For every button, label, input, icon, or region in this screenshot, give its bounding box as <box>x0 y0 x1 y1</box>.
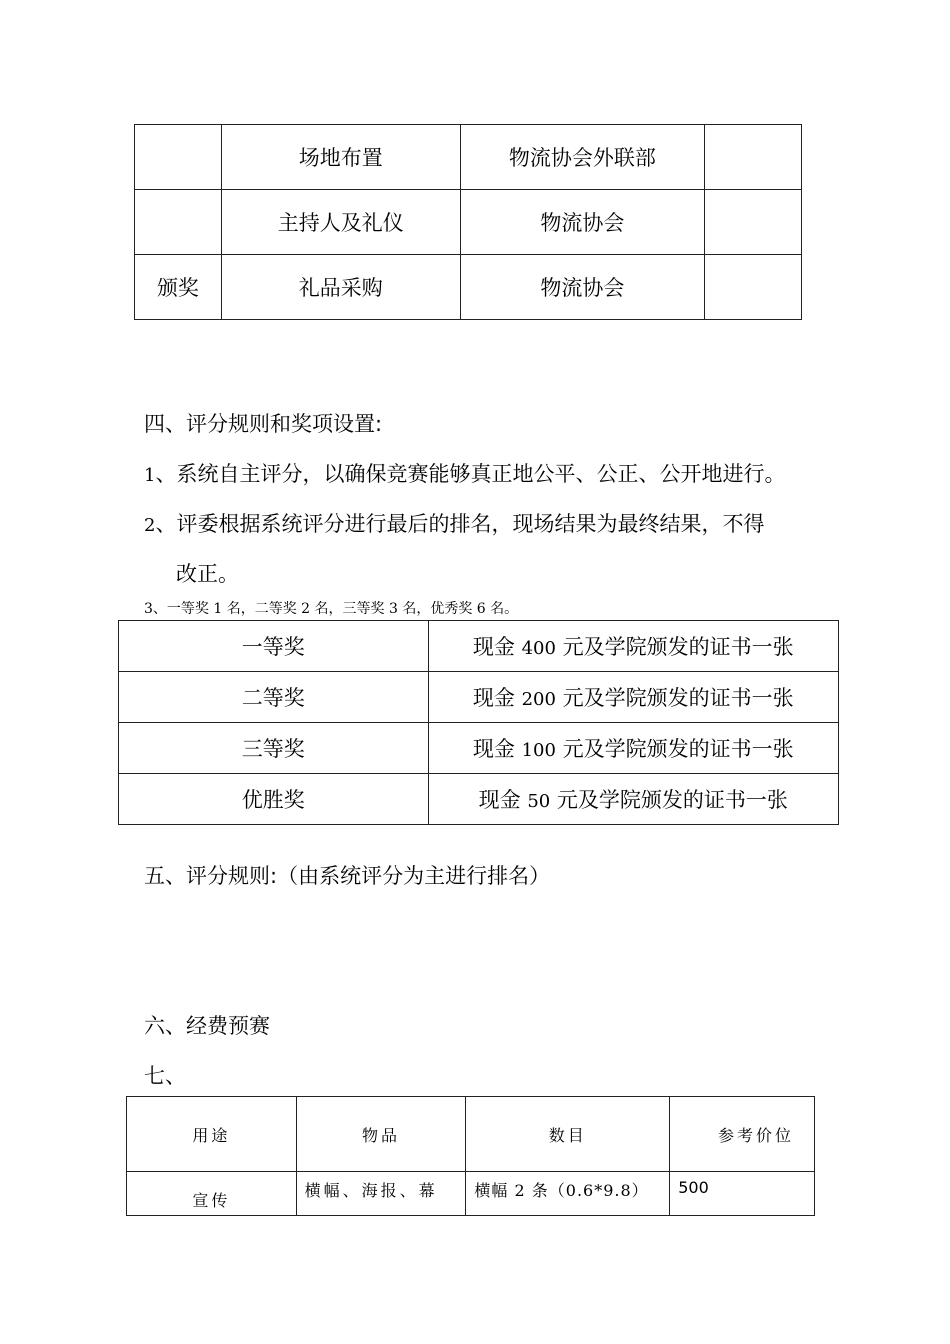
section-4-heading: 四、评分规则和奖项设置: <box>144 412 383 436</box>
table-cell <box>135 190 222 255</box>
table-cell: 主持人及礼仪 <box>221 190 460 255</box>
section-5-heading: 五、评分规则:（由系统评分为主进行排名） <box>144 864 551 888</box>
table-row <box>135 190 802 255</box>
prize-name: 优胜奖 <box>119 774 429 825</box>
table-cell: 横幅 2 条（0.6*9.8） <box>466 1172 670 1216</box>
table-header-row <box>127 1097 815 1172</box>
staff-table <box>134 124 802 320</box>
table-row <box>119 621 839 672</box>
section-7-heading: 七、 <box>144 1064 186 1088</box>
section-6-heading: 六、经费预赛 <box>144 1014 270 1038</box>
table-cell: 宣传 <box>127 1172 297 1216</box>
prize-reward: 现金 50 元及学院颁发的证书一张 <box>428 774 838 825</box>
table-cell: 物流协会 <box>460 255 705 320</box>
prize-name: 二等奖 <box>119 672 429 723</box>
prize-reward: 现金 400 元及学院颁发的证书一张 <box>428 621 838 672</box>
column-header: 参考价位 <box>670 1097 815 1172</box>
column-header: 物品 <box>296 1097 466 1172</box>
table-cell <box>705 190 802 255</box>
table-row <box>135 255 802 320</box>
table-row <box>119 774 839 825</box>
table-cell: 场地布置 <box>221 125 460 190</box>
table-row <box>127 1172 815 1216</box>
rule-item-2 <box>144 508 764 538</box>
budget-table <box>126 1096 815 1216</box>
prize-table <box>118 620 839 825</box>
prize-reward: 现金 200 元及学院颁发的证书一张 <box>428 672 838 723</box>
table-cell: 礼品采购 <box>221 255 460 320</box>
item-text: 、系统自主评分，以确保竞赛能够真正地公平、公正、公开地进行。 <box>155 462 786 486</box>
item-text: 、评委根据系统评分进行最后的排名，现场结果为最终结果，不得 <box>155 512 765 536</box>
prize-name: 一等奖 <box>119 621 429 672</box>
table-cell <box>705 125 802 190</box>
table-cell <box>135 125 222 190</box>
table-row <box>119 672 839 723</box>
table-cell: 颁奖 <box>135 255 222 320</box>
table-cell: 物流协会外联部 <box>460 125 705 190</box>
item-number: 2 <box>144 515 156 536</box>
rule-item-2-continued: 改正。 <box>176 562 239 586</box>
table-cell: 横幅、海报、幕 <box>296 1172 466 1216</box>
column-header: 用途 <box>127 1097 297 1172</box>
table-cell: 500 <box>670 1172 815 1216</box>
prize-name: 三等奖 <box>119 723 429 774</box>
table-cell <box>705 255 802 320</box>
table-cell: 物流协会 <box>460 190 705 255</box>
item-number: 1 <box>144 465 156 486</box>
table-row <box>135 125 802 190</box>
prize-reward: 现金 100 元及学院颁发的证书一张 <box>428 723 838 774</box>
rule-item-3: 3、一等奖 1 名，二等奖 2 名，三等奖 3 名，优秀奖 6 名。 <box>144 601 519 617</box>
rule-item-1 <box>144 458 785 488</box>
table-row <box>119 723 839 774</box>
column-header: 数目 <box>466 1097 670 1172</box>
